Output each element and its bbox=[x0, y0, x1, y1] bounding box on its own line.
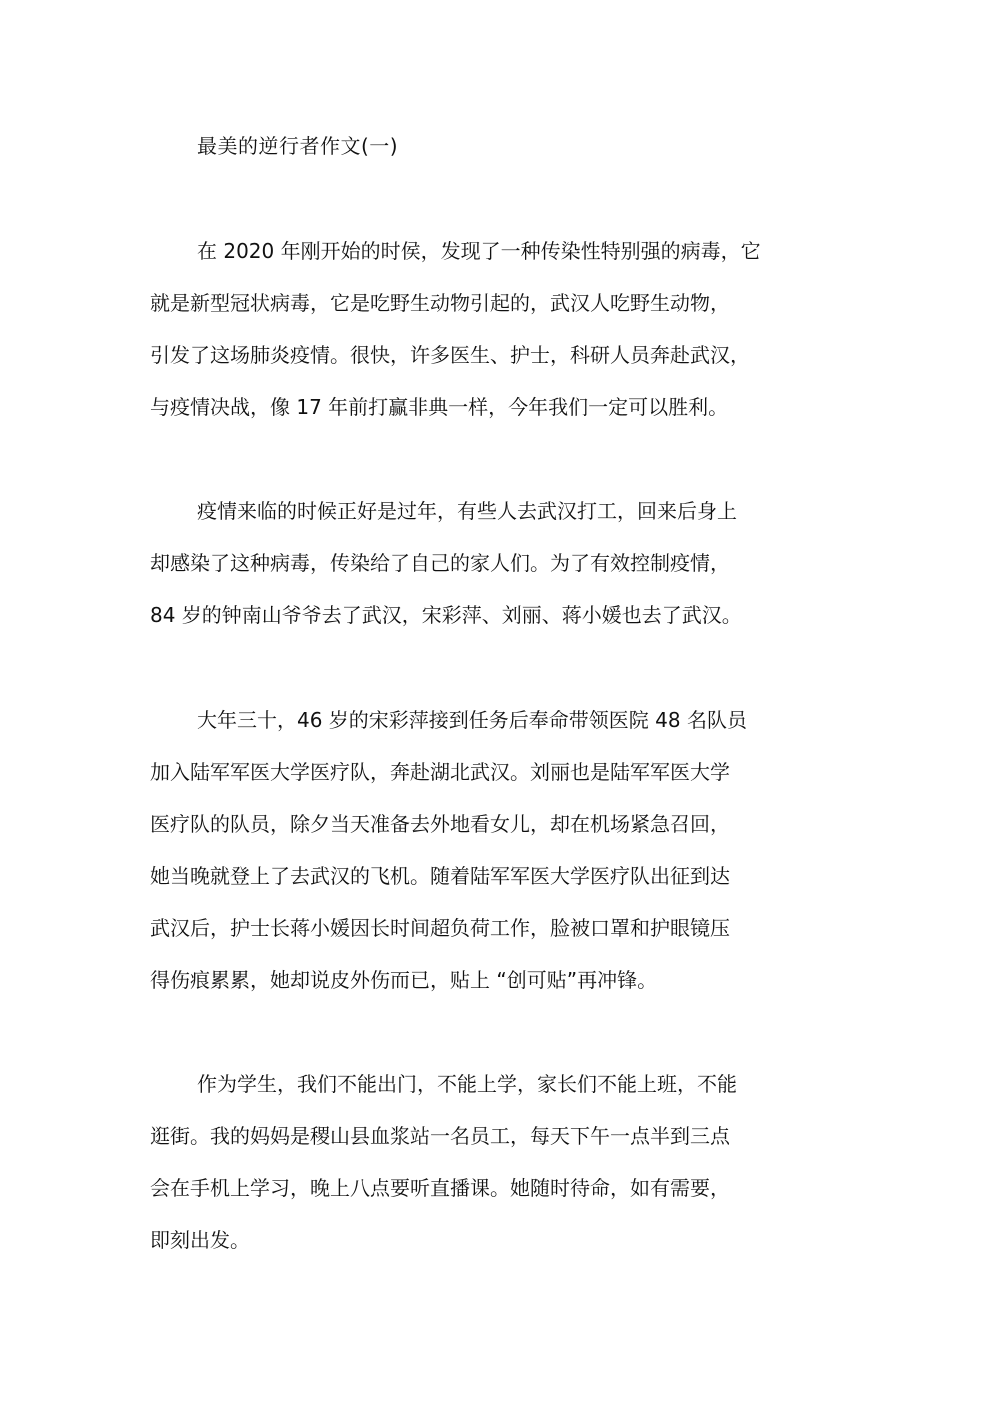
text-line: 引发了这场肺炎疫情。很快，许多医生、护士，科研人员奔赴武汉， bbox=[150, 343, 750, 367]
text-line: 在 2020 年刚开始的时侯，发现了一种传染性特别强的病毒，它 bbox=[197, 239, 761, 263]
text-line: 与疫情决战，像 17 年前打赢非典一样，今年我们一定可以胜利。 bbox=[150, 395, 729, 419]
text-line: 武汉后，护士长蒋小媛因长时间超负荷工作，脸被口罩和护眼镜压 bbox=[150, 916, 730, 940]
essay-title: 最美的逆行者作文(一) bbox=[197, 134, 399, 158]
text-line: 大年三十，46 岁的宋彩萍接到任务后奉命带领医院 48 名队员 bbox=[197, 708, 747, 732]
text-line: 得伤痕累累，她却说皮外伤而已，贴上 “创可贴”再冲锋。 bbox=[150, 968, 658, 992]
text-line: 就是新型冠状病毒，它是吃野生动物引起的，武汉人吃野生动物， bbox=[150, 291, 730, 315]
text-line: 医疗队的队员，除夕当天准备去外地看女儿，却在机场紧急召回， bbox=[150, 812, 730, 836]
text-line: 84 岁的钟南山爷爷去了武汉，宋彩萍、刘丽、蒋小媛也去了武汉。 bbox=[150, 603, 742, 627]
text-line: 加入陆军军医大学医疗队，奔赴湖北武汉。刘丽也是陆军军医大学 bbox=[150, 760, 730, 784]
text-line: 即刻出发。 bbox=[150, 1228, 250, 1252]
text-line: 逛街。我的妈妈是稷山县血浆站一名员工，每天下午一点半到三点 bbox=[150, 1124, 730, 1148]
text-line: 她当晚就登上了去武汉的飞机。随着陆军军医大学医疗队出征到达 bbox=[150, 864, 730, 888]
text-line: 却感染了这种病毒，传染给了自己的家人们。为了有效控制疫情， bbox=[150, 551, 730, 575]
text-line: 会在手机上学习，晚上八点要听直播课。她随时待命，如有需要， bbox=[150, 1176, 730, 1200]
text-line: 作为学生，我们不能出门，不能上学，家长们不能上班，不能 bbox=[197, 1072, 737, 1096]
text-line: 疫情来临的时候正好是过年，有些人去武汉打工，回来后身上 bbox=[197, 499, 737, 523]
